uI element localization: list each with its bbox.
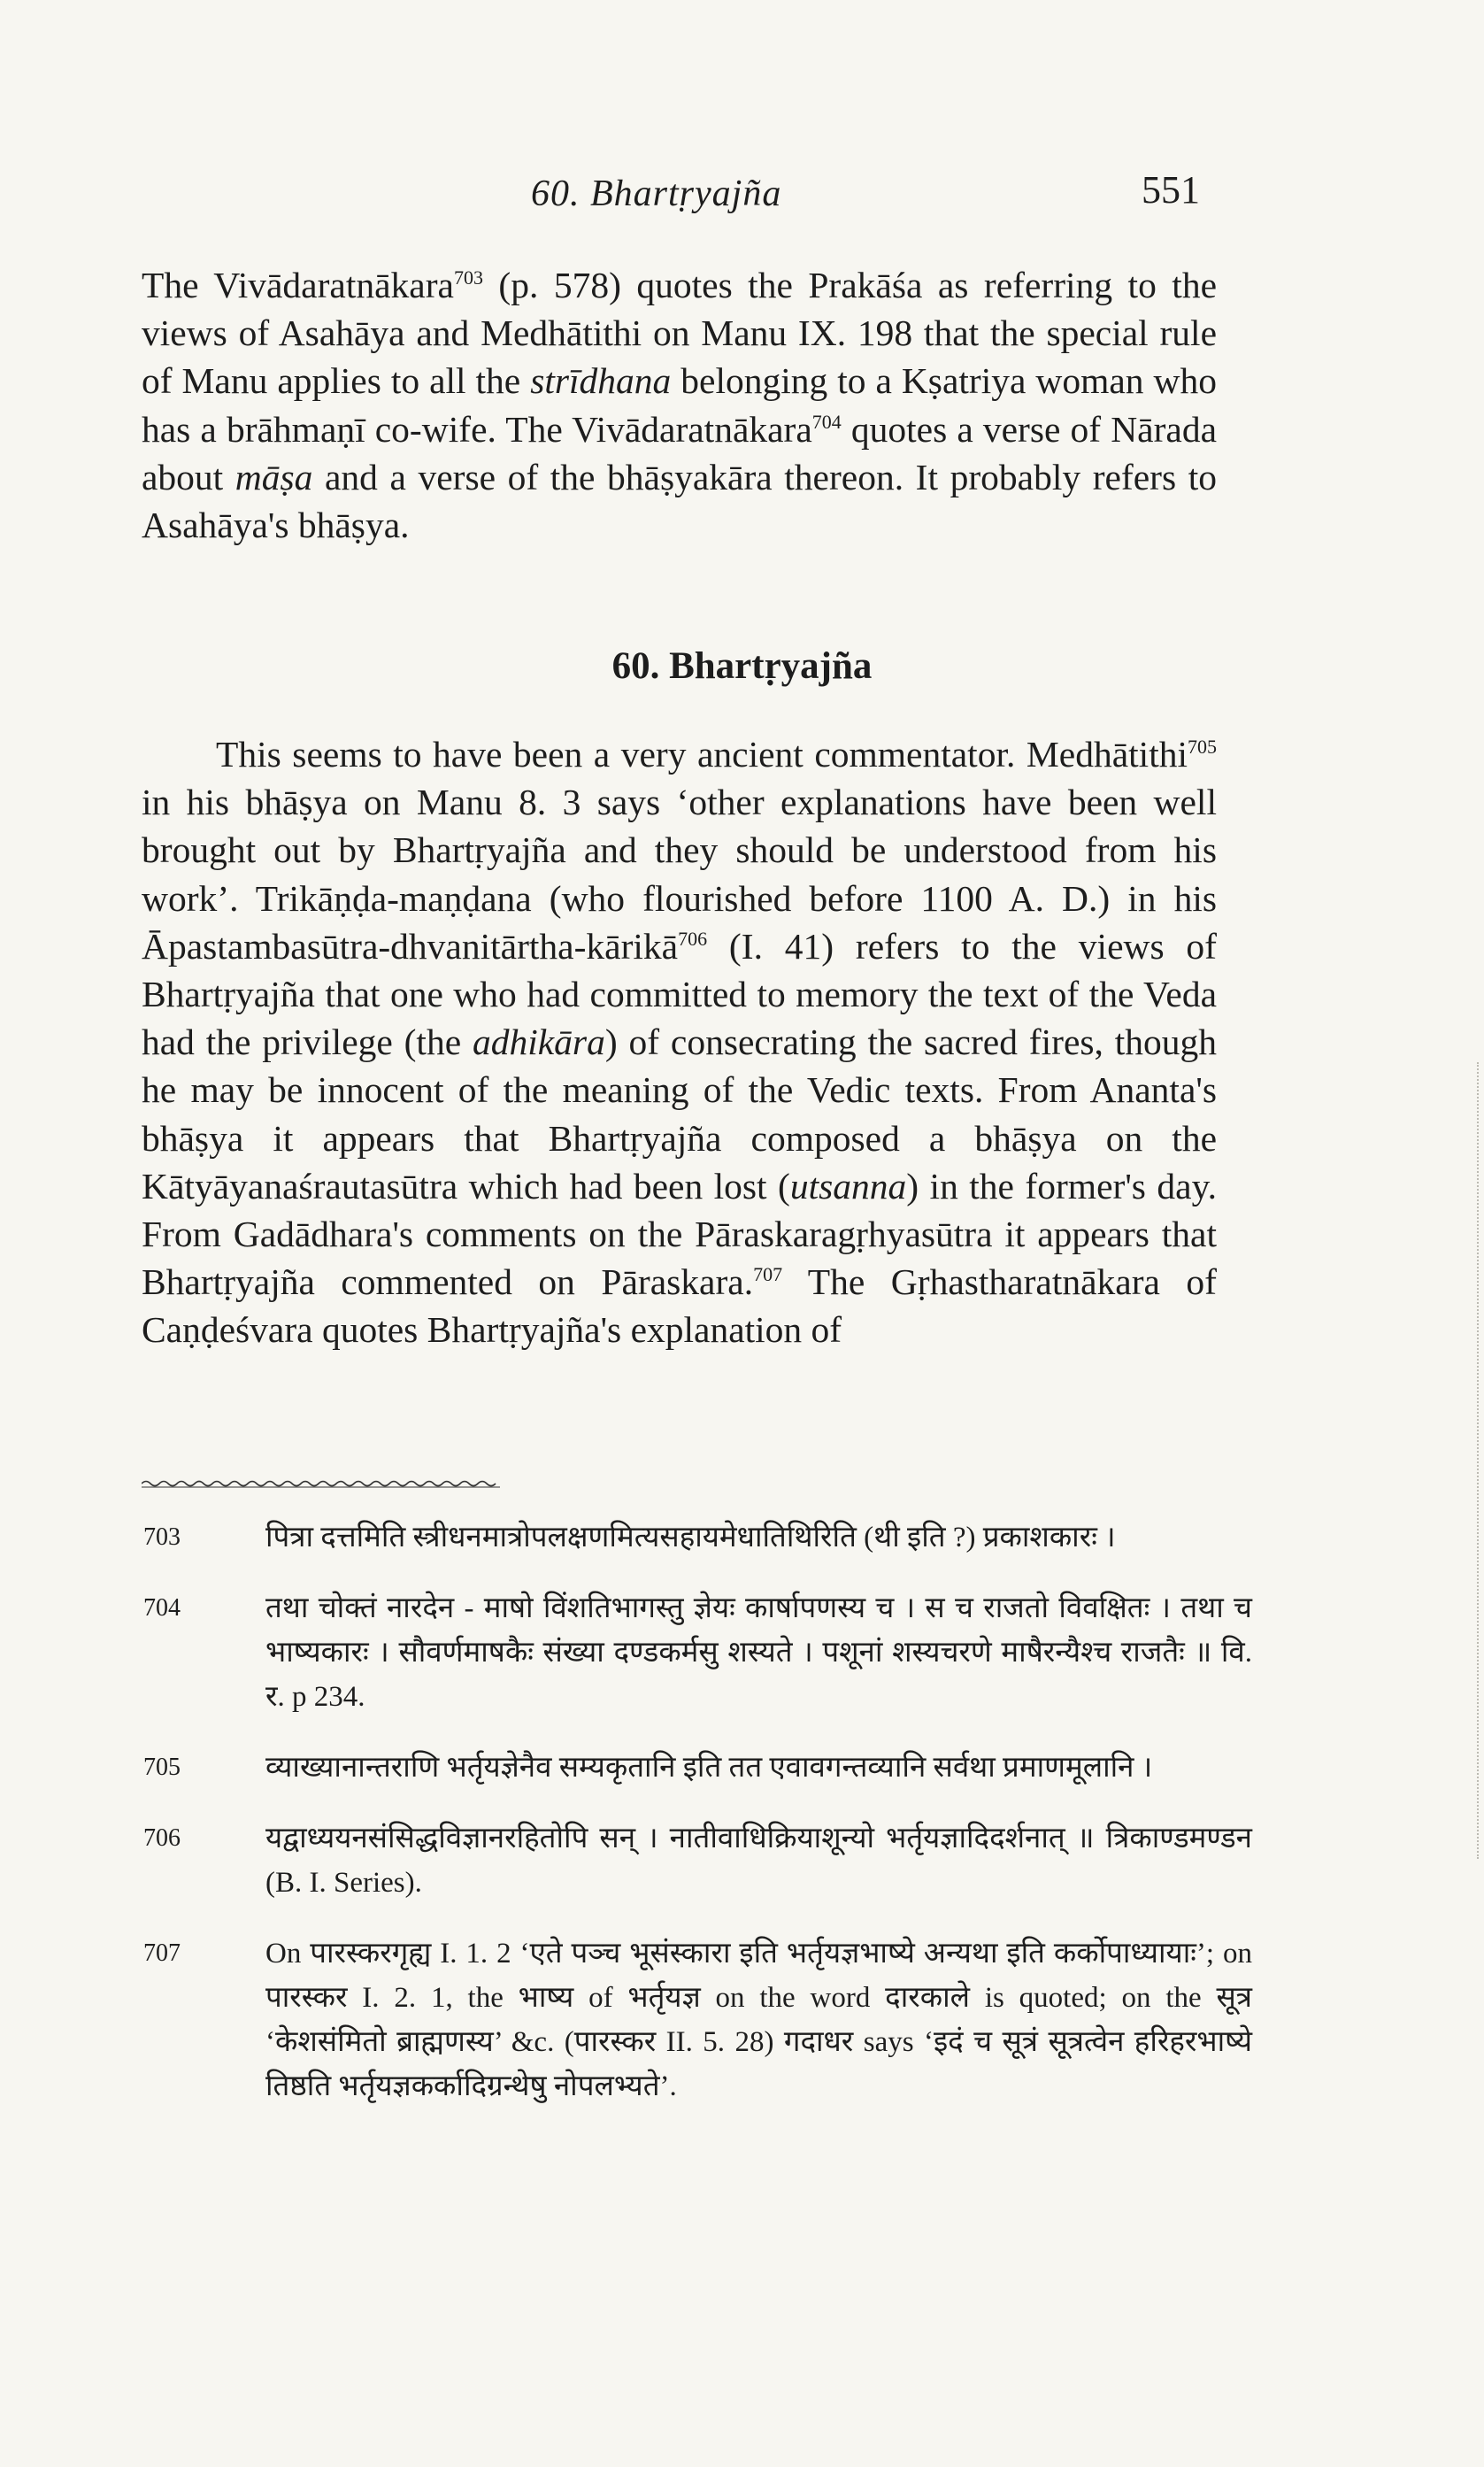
footnote-number: 707 [143, 1939, 181, 1967]
footnote-text: यद्वाध्ययनसंसिद्धविज्ञानरहितोपि सन् । नातीवाधिक्रियाशून्यो भर्तृयज्ञादिदर्शनात् ॥ त्रिकाण्डमण्डन (B. I. Series). [265, 1823, 1252, 1899]
footnote-number: 706 [143, 1824, 181, 1852]
footnote-ref-703: 703 [453, 266, 483, 289]
paragraph-vivadaratnakara [142, 261, 1217, 549]
footnote-ref-707: 707 [753, 1263, 783, 1286]
italic-term: utsanna [789, 1165, 907, 1207]
footnote-ref-706: 706 [678, 927, 708, 950]
text-run: and a verse of the bhāṣyakāra thereon. It probably refers to Asahāya's bhāṣya. [142, 456, 1217, 546]
paragraph-bhartryajna [142, 730, 1217, 1354]
footnote-text: व्याख्यानान्तराणि भर्तृयज्ञेनैव सम्यकृतानि इति तत एवावगन्तव्यानि सर्वथा प्रमाणमूलानि । [265, 1752, 1153, 1784]
footnote-ref-704: 704 [811, 410, 842, 433]
text-run: belonging to a Kṣatriya woman who has a brāhmaṇī co-wife. The Vivādaratnākara [142, 360, 1217, 450]
text-run: The Vivādaratnākara [142, 265, 454, 305]
footnotes [142, 1515, 1252, 2135]
footnote-text: On पारस्करगृह्य I. 1. 2 ‘एते पञ्च भूसंस्कारा इति भर्तृयज्ञभाष्ये अन्यथा इति कर्कोपाध्यायाः’; on पारस्कर I. 2. 1, the भाष्य of भर्तृयज्ञ on the word दारकाले is quoted; on the सूत्र ‘केशसंमितो ब्राह्मणस्य’ &c. (पारस्कर II. 5. 28) गदाधर says ‘इदं च सूत्रं सूत्रत्वेन हरिहरभाष्ये तिष्ठति भर्तृयज्ञकर्कादिग्रन्थेषु नोपलभ्यते’. [265, 1938, 1252, 2102]
text-run: ) of consecrating the sacred fires, though he may be innocent of the meaning of the Vedic texts. From Ananta's bhāṣya it appears that Bhartṛyajña composed a bhāṣya on the Kātyāyanaśrautasūtra which had been lost ( [142, 1021, 1218, 1207]
footnote-number: 705 [143, 1754, 181, 1781]
footnote-707 [142, 1931, 1252, 2109]
footnote-704 [142, 1586, 1252, 1719]
section-heading: 60. Bhartṛyajña [611, 645, 873, 687]
text-run: (I. 41) refers to the views of Bhartṛyajña that one who had committed to memory the text of the Veda had the privilege (the [142, 925, 1217, 1063]
italic-term: strīdhana [530, 360, 672, 402]
text-run: (p. 578) quotes the Prakāśa as referring to the views of Asahāya and Medhātithi on Manu IX. 198 that the special rule of Manu applies to all the [142, 265, 1217, 402]
text-run: ) in the former's day. From Gadādhara's comments on the Pāraskaragṛhyasūtra it appears that Bhartṛyajña commented on Pāraskara. [142, 1165, 1217, 1303]
footnote-ref-705: 705 [1188, 736, 1217, 759]
footnote-number: 703 [143, 1523, 181, 1551]
italic-term: māṣa [235, 456, 313, 497]
text-run: quotes a verse of Nārada about [142, 408, 1218, 497]
footnote-706 [142, 1816, 1252, 1905]
paragraph-text [142, 730, 1217, 1354]
running-head [0, 168, 1484, 226]
footnote-705 [142, 1746, 1252, 1790]
text-run: in his bhāṣya on Manu 8. 3 says ‘other explanations have been well brought out by Bhartṛyajña and they should be understood from his work’. Trikāṇḍa-maṇḍana (who flourished before 1100 A. D.) in his Āpastambasūtra-dhvanitārtha-kārikā [142, 782, 1217, 967]
footnote-number: 704 [143, 1594, 181, 1622]
italic-term: adhikāra [472, 1021, 605, 1063]
paragraph-text [142, 261, 1217, 549]
footnote-text: तथा चोक्तं नारदेन - माषो विंशतिभागस्तु ज्ञेयः कार्षापणस्य च । स च राजतो विवक्षितः । तथा च भाष्यकारः । सौवर्णमाषकैः संख्या दण्डकर्मसु शस्यते । पशूनां शस्यचरणे माषैरन्यैश्च राजतैः ॥ वि. र. p 234. [265, 1592, 1252, 1713]
text-run: This seems to have been a very ancient commentator. Medhātithi [216, 734, 1188, 775]
text-run: The Gṛhastharatnākara of Caṇḍeśvara quotes Bhartṛyajña's explanation of [142, 1261, 1217, 1351]
footnote-text: पित्रा दत्तमिति स्त्रीधनमात्रोपलक्षणमित्यसहायमेधातिथिरिति (थी इति ?) प्रकाशकारः । [265, 1522, 1116, 1553]
footnote-703 [142, 1515, 1252, 1560]
page-number: 551 [1142, 168, 1200, 212]
footnote-divider [142, 1478, 500, 1489]
running-head-title: 60. Bhartṛyajña [531, 173, 782, 214]
scan-edge-marks [1473, 1062, 1479, 1859]
